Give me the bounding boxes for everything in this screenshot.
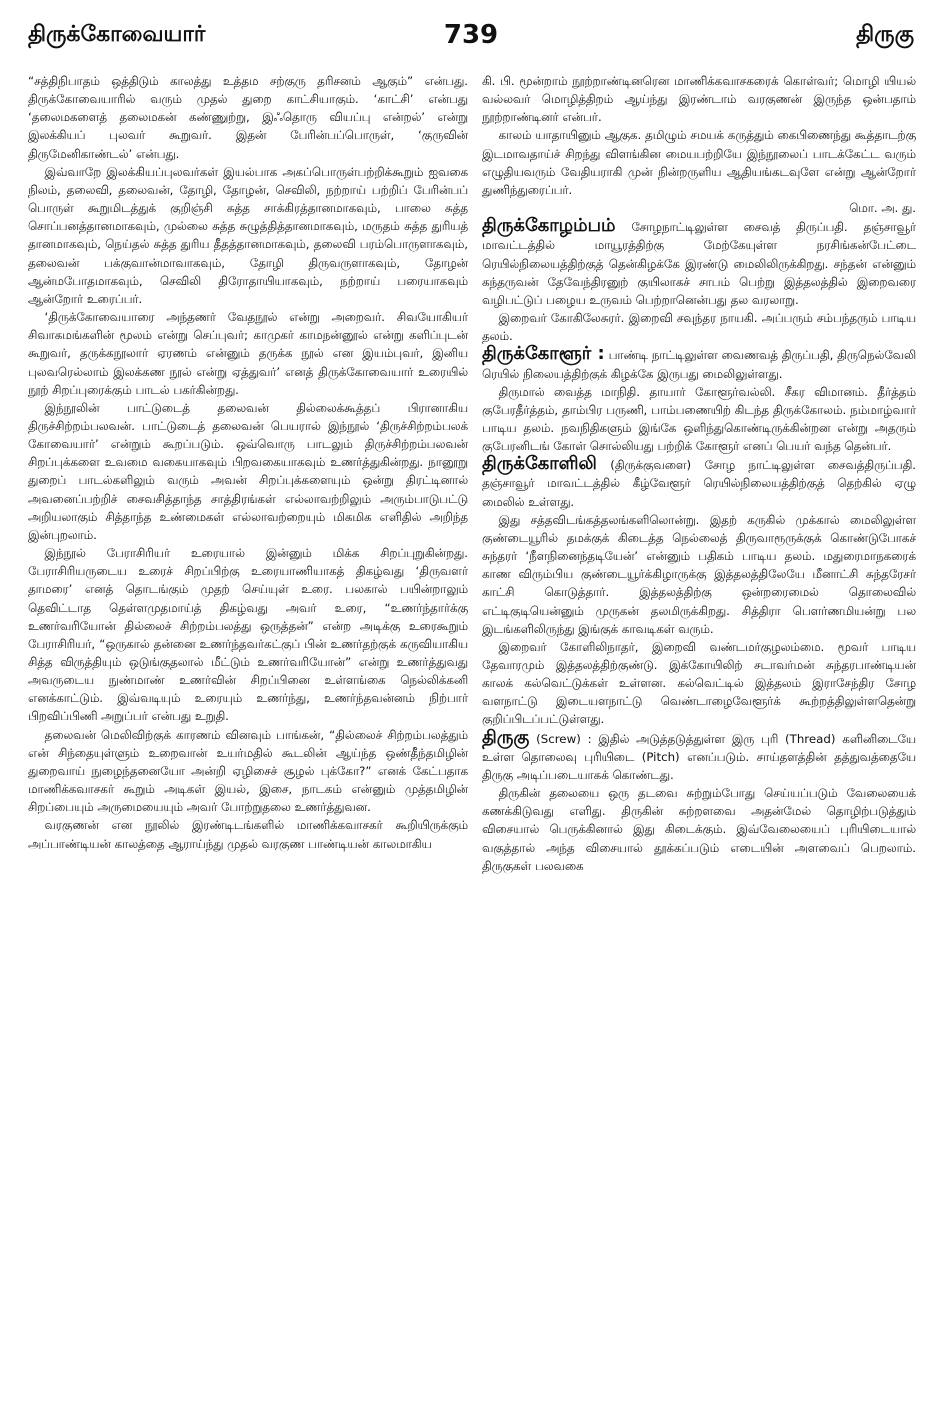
paragraph: திருகின் தலையை ஒரு தடவை சுற்றும்போது செய்யப்படும் வேலையைக் கணக்கிடுவது எளிது. திருகின் சுற்றளவை அதன்மேல் தொழிற்படுத்தும் விசையால் பெருக்கினால் இது கிடைக்கும். இவ்வேலையைப் புரியிடையால் வகுத்தால் அந்த விசையால் தூக்கப்படும் எடையின் அளவைப் பெறலாம். திருகுகள் பலவகை: [482, 786, 916, 873]
headword-aside: (Screw) :: [536, 731, 592, 746]
paragraph: இறைவர் கோகிலேசுரர். இறைவி சவுந்தர நாயகி. அப்பரும் சம்பந்தரும் பாடிய தலம்.: [482, 311, 916, 344]
running-head-left: திருக்கோவையார்: [28, 22, 206, 47]
headword-aside: (திருக்குவளை): [610, 458, 692, 473]
headword: திருக்கோளிலி: [482, 453, 597, 475]
page-header: [28, 22, 914, 58]
paragraph: ‘திருக்கோவையாரை அந்தணர் வேதநூல் என்று அறைவர். சிவயோகியர் சிவாகமங்களின் மூலம் என்று செப்புவர்; காமுகர் காமநன்னூல் என்று களிப்புடன் கூறுவர், தருக்கநூலார் ஏரணம் என்னும் தருக்க நூல் என இயம்புவர், இனிய புலவரெல்லாம் இலக்கண நூல் என்று ஏத்துவர்’ எனத் திருக்கோவையார் உரையில் நூற் சிறப்புரைக்கும் பாடல் பகர்கின்றது.: [28, 310, 468, 397]
entry-thiruku: [482, 726, 916, 784]
paragraph: கி. பி. மூன்றாம் நூற்றாண்டினரென மாணிக்கவாசகரைக் கொள்வர்; மொழி யியல் வல்லவர் மொழித்திறம் ஆய்ந்து இரண்டாம் வரகுணன் இருந்த ஒன்பதாம் நூற்றாண்டினர் என்பர்.: [482, 74, 916, 125]
paragraph: தலைவன் மெலிவிற்குக் காரணம் வினவும் பாங்கன், “தில்லைச் சிற்றம்பலத்தும் என் சிந்தையுள்ளும் உறைவான் உயர்மதில் கூடலின் ஆய்ந்த ஒண்தீந்தமிழின் துறைவாய் நுழைந்தனையோ அன்றி ஏழிசைச் சூழல் புக்கோ?” எனக் கேட்பதாக மாணிக்கவாசகர் கூறும் அடிகள் இயல், இசை, நாடகம் என்னும் முத்தமிழின் சிறப்பையும் அருமையையும் அவர் போற்றுதலை உணர்த்துவன.: [28, 727, 468, 815]
left-column: [28, 72, 468, 1412]
author-signature: மொ. அ. து.: [849, 201, 916, 216]
paragraph: “சத்திநிபாதம் ஒத்திடும் காலத்து உத்தம சற்குரு தரிசனம் ஆகும்” என்பது. திருக்கோவையாரில் வரும் முதல் துறை காட்சியாகும். ‘காட்சி’ என்பது ‘தலைமகளைத் தலைமகன் கண்ணுற்று, இஃதொரு வியப்பு என்றல்’ என்று இலக்கியப் புலவர் கூறுவர். இதன் பேரின்பப்பொருள், ‘குருவின் திருமேனிகாண்டல்’ என்பது.: [28, 74, 468, 161]
paragraph: இந்நூல் பேராசிரியர் உரையால் இன்னும் மிக்க சிறப்புறுகின்றது. பேராசிரியருடைய உரைச் சிறப்பிற்கு உரையாணியாகத் திகழ்வது ‘திருவளர் தாமரை’ எனத் தொடங்கும் முதற் செய்யுள் உரை. பலகால் பயின்றாலும் தெவிட்டாத தெள்ளமுதமாய்த் திகழ்வது அவர் உரை, “உணர்ந்தார்க்கு உணர்வரியோன் தில்லைச் சிற்றம்பலத்து ஒருத்தன்” என்ற அடிக்கு உரைகூறும் பேராசிரியர், “ஒருகால் தன்னை உணர்ந்தவர்கட்குப் பின் உணர்தற்குக் கருவியாகிய சித்த விருத்தியும் ஒடுங்குதலால் மீட்டும் உணர்வரியோன்” என்று உணர்த்துவது அவருடைய நுண்மாண் உணர்வின் சிறப்பினை உள்ளங்கை நெல்லிக்கனி எனக்காட்டும். இவ்வடியும் உரையும் உணர்ந்து, உணர்ந்தவன்னம் நிற்பார் பிறவிப்பிணி அறுப்பர் என்பது உறுதி.: [28, 546, 468, 724]
paragraph: இந்நூலின் பாட்டுடைத் தலைவன் தில்லைக்கூத்தப் பிரானாகிய திருச்சிற்றம்பலவன். பாட்டுடைத் தலைவன் பெயரால் இந்நூல் ‘திருச்சிற்றம்பலக் கோவையார்’ என்றும் கூறப்படும். ஒவ்வொரு பாடலும் திருச்சிற்றம்பலவன் சிறப்புக்களை உவமை வகையாகவும் பிறவகையாகவும் உணர்த்துகின்றது. நானூறு துறைப் பாடல்களிலும் வரும் அவன் சிறப்புக்களையும் ஒன்று திரட்டினால் அவனைப்பற்றிச் சைவசித்தாந்த சாத்திரங்கள் எல்லாவற்றிலும் அரும்பாடுபட்டு அறியலாகும் சித்தாந்த உண்மைகள் எல்லாவற்றையும் மிகமிக எளிதில் அறிந்த இன்புறலாம்.: [28, 400, 468, 542]
paragraph: திருமால் வைத்த மாநிதி. தாயார் கோளூர்வல்லி. சீகர விமானம். தீர்த்தம் குபேரதீர்த்தம், தாம்பிர பருணி, பாம்பணையிற் கிடந்த திருக்கோலம். நம்மாழ்வார் பாடிய தலம். நவநிதிகளும் இங்கே ஒளிந்துகொண்டிருக்கின்றன என்று அதரும் குபேரனிடங் கோள் சொல்லியது பற்றிக் கோளூர் எனப் பெயர் வந்த தென்பர்.: [482, 384, 916, 454]
running-head-right: திருகு: [856, 22, 914, 47]
paragraph: வரகுணன் என நூலில் இரண்டிடங்களில் மாணிக்கவாசகர் கூறியிருக்கும் அப்பாண்டியன் காலத்தை ஆராய்ந்து முதல் வரகுண பாண்டியன் காலமாகிய: [28, 818, 468, 851]
entry-text: சோழ நாட்டிலுள்ள சைவத்திருப்பதி. தஞ்சாவூர் மாவட்டத்தில் கீழ்வேளூர் ரெயில்நிலையத்திற்குத் தெற்கில் ஏழு மைலில் உள்ளது.: [482, 458, 916, 509]
entry-text: சோழநாட்டிலுள்ள சைவத் திருப்பதி. தஞ்சாவூர் மாவட்டத்தில் மாயூரத்திற்கு மேற்கேயுள்ள நரசிங்கன்பேட்டை ரெயில்நிலையத்திற்குத் தென்கிழக்கே இரண்டு மைலிலிருக்கிறது. சந்தன் என்னும் கந்தருவன் தேவேந்திரனுற் குயிலாகச் சாபம் பெற்று இத்தலத்தில் இறைவரை வழிபட்டுப் பழைய உருவம் பெற்றானென்பது தல வரலாறு.: [482, 220, 916, 307]
headword: திருக்கோளூர் :: [482, 343, 605, 365]
entry-text: இதில் அடுத்தடுத்துள்ள இரு புரி (Thread) களினிடையே உள்ள தொலைவு புரியிடை (Pitch) எனப்படும். சாய்தளத்தின் தத்துவத்தையே திருகு அடிப்படையாகக் கொண்டது.: [482, 731, 916, 782]
right-column: [482, 72, 916, 1412]
headword: திருகு: [482, 726, 530, 748]
paragraph: இவ்வாறே இலக்கியப்புலவர்கள் இயல்பாக அகப்பொருள்பற்றிக்கூறும் ஐவகை நிலம், தலைவி, தலைவன், தோழி, தோழன், செவிலி, நற்றாய் பற்றிப் பேரின்பப் பொருள் கூறுமிடத்துக் குறிஞ்சி சுத்த சாக்கிரத்தானமாகவும், பாலை சுத்த சொப்பனத்தானமாகவும், முல்லை சுத்த சுழுத்தித்தானமாகவும், மருதம் சுத்த துரியத் தானமாகவும், நெய்தல் சுத்த துரிய தீதத்தானமாகவும், தலைவி பரம்பொருளாகவும், தலைவன் பக்குவான்மாவாகவும், தோழி திருவருளாகவும், தோழன் ஆன்மபோதமாகவும், செவிலி திரோதாயியாகவும், நற்றாய் பரையாகவும் ஆன்றோர் உரைப்பர்.: [28, 164, 468, 306]
headword: திருக்கோழம்பம்: [482, 215, 616, 237]
entry-thirukkolur: [482, 345, 916, 382]
page-number: 739: [443, 20, 499, 50]
entry-text: பாண்டி நாட்டிலுள்ள வைணவத் திருப்பதி, திருநெல்வேலி ரெயில் நிலையத்திற்குக் கிழக்கே இருபது மைலிலுள்ளது.: [482, 348, 916, 381]
entry-thirukkozhambam: [482, 217, 916, 309]
paragraph: காலம் யாதாயினும் ஆகுக. தமிழும் சமயக் கருத்தும் கைபிணைந்து கூத்தாடற்கு இடமாவதாய்ச் சிறந்து விளங்கின மையபற்றியே இந்நூலைப் பாடக்கேட்ட வரும் எழுதியவரும் வேதியராகி முன் நின்றருளிய ஆதியங்கடவுளே என்று ஆன்றோர் துணிந்துரைப்பர்.: [482, 128, 916, 197]
entry-thirukkolili: [482, 455, 916, 510]
paragraph: இது சத்தவிடங்கத்தலங்களிலொன்று. இதற் கருகில் முக்கால் மைலிலுள்ள குண்டையூரில் தமக்குக் கிடைத்த நெல்லைத் திருவாரூருக்குக் கொண்டுபோகச் சுந்தரர் ‘நீளநினைந்தடியேன்’ என்னும் பதிகம் பாடிய தலம். மதுரைமாநகரைக் காண விரும்பிய குண்டையூர்க்கிழாருக்கு இத்தலத்திலேயே மீனாட்சி சுந்தரேசர் காட்சி கொடுத்தார். இத்தலத்திற்கு ஒன்றரைமைல் தொலைவில் எட்டிகுடியென்னும் முருகன் தலமிருக்கிறது. சித்திரா பௌர்ணமியன்று பல இடங்களிலிருந்து இங்குக் காவடிகள் வரும்.: [482, 512, 916, 636]
paragraph: இறைவர் கோளிலிநாதர், இறைவி வண்டமர்குழலம்மை. மூவர் பாடிய தேவாரமும் இத்தலத்திற்குண்டு. இக்கோயிலிற் சடாவர்மன் சுந்தரபாண்டியன் காலக் கல்வெட்டுக்கள் உள்ளன. கல்வெட்டில் இத்தலம் இராசேந்திர சோழ வளநாட்டு இடையளநாட்டு வெண்டாழைவேளூர்க் கூற்றத்திலுள்ளதென்று குறிப்பிடப்பட்டுள்ளது.: [482, 639, 916, 727]
